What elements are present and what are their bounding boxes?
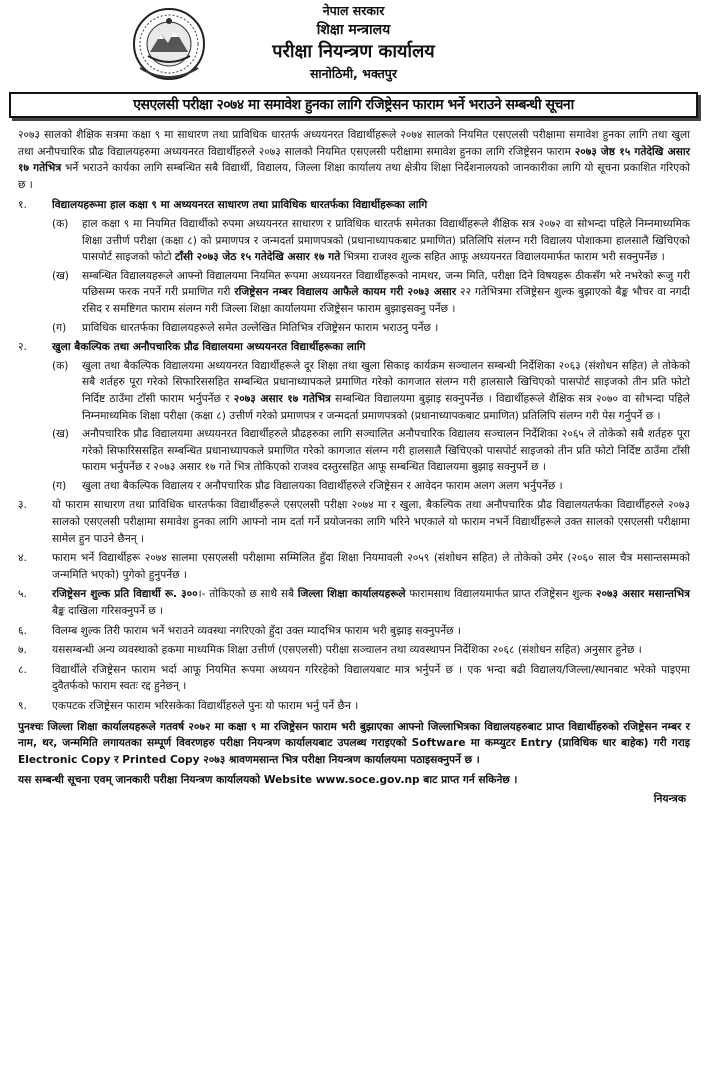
ministry-name: शिक्षा मन्त्रालय	[316, 22, 391, 38]
section-number: ३.	[18, 499, 27, 512]
sub-item-text: प्राविधिक धारतर्फका विद्यालयहरूले समेत उल्लेखित मितिभित्र रजिष्ट्रेसन फाराम भराउनु पर्नेछ ।	[82, 321, 439, 334]
section-number: १.	[18, 199, 27, 212]
section-number: ८.	[18, 663, 27, 676]
section-8	[18, 662, 690, 695]
sub-item-label: (ख)	[52, 269, 69, 282]
section-number: ५.	[18, 588, 27, 601]
sub-item-label: (ख)	[52, 428, 69, 441]
government-name: नेपाल सरकार	[322, 3, 385, 18]
section-text: फाराम भर्ने विद्यार्थीहरू २०७४ सालमा एसएलसी परीक्षामा सम्मिलित हुँदा शिक्षा नियमावली २०५९ (संशोधन सहित) ले तोकेको उमेर (२०६० साल चैत्र मसान्तसम्मको जन्ममिति भएको) पुगेको हुनुपर्नेछ ।	[52, 552, 690, 581]
sub-item-label: (ग)	[52, 479, 67, 492]
sub-item	[52, 358, 690, 424]
sub-item-text-end: सम्बन्धित विद्यालयमा बुझाइ सक्नुपर्नेछ । विद्यार्थीहरूले शैक्षिक सत्र २०७० वा सोभन्दा पहिले निम्नमाध्यमिक शिक्षा परीक्षा (कक्षा ८) उत्तीर्ण गरेको प्रमाणपत्र र जन्मदर्ता प्रमाणपत्रको (प्रधानाध्यापकबाट प्रमाणित) प्रतिलिपि संलग्न गरी पेस गर्नुपर्ने छ ।	[82, 392, 690, 422]
intro-text-end: भर्ने भराउने कार्यका लागि सम्बन्धित सबै विद्यार्थी, विद्यालय, जिल्ला शिक्षा कार्यालय तथा क्षेत्रीय शिक्षा निर्देशनालयको जानकारीका लागि यो सूचना प्रकाशित गरिएको छ ।	[18, 162, 691, 191]
section-text: फारामसाथ विद्यालयमार्फत प्राप्त रजिष्ट्रेसन शुल्क	[405, 588, 596, 601]
section-9	[18, 698, 690, 715]
section-number: ७.	[18, 644, 27, 657]
office-location: सानोठिमी, भक्तपुर	[309, 66, 397, 81]
section-5	[18, 586, 690, 619]
section-text: ।- तोकिएको छ साथै सबै	[197, 588, 298, 601]
notice-body	[18, 127, 690, 808]
section-text: विद्यार्थीले रजिष्ट्रेसन फाराम भर्दा आफू नियमित रूपमा अध्ययन गरिरहेको विद्यालयबाट मात्र भर्नुपर्ने छ । एक भन्दा बढी विद्यालय/जिल्ला/स्थानबाट भरेको पाइएमा दुवैतर्फको फाराम स्वतः रद्द हुनेछन् ।	[52, 663, 690, 693]
sub-item	[52, 268, 690, 318]
section-3	[18, 497, 690, 547]
signature: नियन्त्रक	[653, 792, 686, 805]
section-heading: विद्यालयहरूमा हाल कक्षा ९ मा अध्ययनरत साधारण तथा प्राविधिक धारतर्फका विद्यार्थीहरूका लागि	[52, 199, 428, 212]
sub-item-text-end: भित्रमा राजश्व शुल्क सहित आफू अध्ययनरत विद्यालयमार्फत फाराम भरी सक्नुपर्नेछ ।	[340, 251, 665, 264]
office-name: परीक्षा नियन्त्रण कार्यालय	[272, 41, 435, 62]
sub-item-text: हाल कक्षा ९ मा नियमित विद्यार्थीको रुपमा अध्ययनरत साधारण र प्राविधिक धारतर्फ समेतका विद्यार्थीहरूले शैक्षिक सत्र २०७२ वा सोभन्दा पहिले निम्नमाध्यमिक शिक्षा उत्तीर्ण परीक्षा (कक्षा ८) को प्रमाणपत्र र जन्मदर्ता प्रमाणपत्रको (प्रधानाध्यापकबाट प्रमाणित) प्रतिलिपि संलग्न गरी विद्यालय पोशाकमा हालसालै खिचिएको पासपोर्ट साइजको फोटो	[82, 217, 690, 264]
fee-amount: रजिष्ट्रेसन शुल्क प्रति विद्यार्थी रू. ३००	[52, 588, 198, 601]
sub-item	[52, 478, 690, 495]
section-number: ४.	[18, 552, 27, 565]
sub-item	[52, 320, 690, 337]
sub-item-text: सम्बन्धित विद्यालयहरूले आफ्नो विद्यालयमा नियमित रूपमा अध्ययनरत विद्यार्थीहरूको नामथर, जन्म मिति, परीक्षा दिने विषयहरू ठीकसँग भरे नभरेको रूजु गरी पछिसम्म फरक नपर्ने गरी प्रमाणित गरी	[82, 269, 690, 299]
section-heading: खुला बैकल्पिक तथा अनौपचारिक प्रौढ विद्यालयमा अध्ययनरत विद्यार्थीहरूका लागि	[52, 341, 366, 354]
postscript-note: पुनश्चः जिल्ला शिक्षा कार्यालयहरूले गतवर्ष २०७२ मा कक्षा ९ मा रजिष्ट्रेसन फाराम भरी बुझाएका आफ्नो जिल्लाभित्रका विद्यालयहरुबाट प्राप्त विद्यार्थीहरुको रजिष्ट्रेसन नम्बर र नाम, थर, जन्ममिति लगायतका सम्पूर्ण विवरणहरु परीक्षा नियन्त्रण कार्यालयबाट उपलब्ध गराइएको Software मा कम्प्युटर Entry (प्राविधिक धार बाहेक) गरी गराइ Electronic Copy र Printed Copy २०७३ श्रावणमसान्त भित्र परीक्षा नियन्त्रण कार्यालयमा पठाइसक्नुपर्ने छ ।	[18, 720, 690, 766]
section-number: ६.	[18, 624, 27, 637]
sub-item-label: (क)	[52, 359, 69, 372]
section-text: विलम्ब शुल्क तिरी फाराम भर्ने भराउने व्यवस्था नगरिएको हुँदा उक्त म्यादभित्र फाराम भरी बुझाइ सक्नुपर्नेछ ।	[52, 624, 461, 637]
section-text-end: बैङ्क दाखिला गरिसक्नुपर्ने छ ।	[52, 605, 164, 618]
section-6	[18, 623, 690, 640]
intro-text: २०७३ सालको शैक्षिक सत्रमा कक्षा ९ मा साधारण तथा प्राविधिक धारतर्फ अध्ययनरत विद्यार्थीहरूले २०७४ सालको नियमित एसएलसी परीक्षामा समावेश हुनका लागि तथा खुला तथा अनौपचारिक प्रौढ विद्यालयहरुमा अध्ययनरत विद्यार्थीहरुले २०७३ सालको नियमित एसएलसी परीक्षामा समावेश हुनका लागि रजिष्ट्रेसन फाराम	[18, 129, 690, 158]
section-text: यससम्बन्धी अन्य व्यवस्थाको हकमा माध्यमिक शिक्षा उत्तीर्ण (एसएलसी) परीक्षा सञ्चालन तथा व्यवस्थापन निर्देशिका २०६८ (संशोधन सहित) अनुसार हुनेछ ।	[52, 644, 642, 657]
intro-paragraph	[18, 127, 690, 193]
section-number: २.	[18, 341, 27, 354]
sub-item-emphasis: टाँसी २०७३ जेठ १५ गतेदेखि असार १७ गते	[174, 251, 341, 264]
sub-item-emphasis: २०७३ असार १७ गतेभित्र	[233, 392, 331, 405]
sub-item	[52, 426, 690, 476]
section-2	[18, 339, 690, 494]
sub-item-text: अनौपचारिक प्रौढ विद्यालयमा अध्ययनरत विद्यार्थीहरुले प्रौढहरुका लागि सञ्चालित अनौपचारिक विद्यालय सञ्चालन निर्देशिका २०६५ ले तोकेको सबै शर्तहरु पूरा गरेको सिफारिससहित सम्बन्धित प्रधानाध्यापकले प्रमाणित गरेको कागजात संलग्न गरी हालसालै खिचिएको पासपोर्ट साइजको तीन प्रति फोटो निर्दिष्ट ठाउँमा टाँसी फाराम भर्नुपर्नेछ र २०७३ असार १७ गते भित्र तोकिएको राजश्व दस्तुरसहित आफू सम्बन्धित विद्यालयमा बुझाइ सक्नुपर्ने छ ।	[82, 428, 690, 474]
section-number: ९.	[18, 700, 27, 712]
website-note: यस सम्बन्धी सूचना एवम् जानकारी परीक्षा नियन्त्रण कार्यालयको Website www.soce.gov.np बाट प्राप्त गर्न सकिनेछ ।	[18, 774, 518, 787]
section-4	[18, 550, 690, 583]
sub-item-emphasis: रजिष्ट्रेसन नम्बर विद्यालय आफैले कायम गरी २०७३ असार	[234, 286, 457, 299]
section-emphasis: २०७३ असार मसान्तभित्र	[595, 588, 690, 601]
sub-item-label: (क)	[52, 217, 69, 230]
section-text: एकपटक रजिष्ट्रेसन फाराम भरिसकेका विद्यार्थीहरुले पुनः यो फाराम भर्नु पर्ने छैन ।	[52, 700, 359, 712]
section-emphasis: जिल्ला शिक्षा कार्यालयहरूले	[297, 588, 406, 601]
notice-title-banner: एसएलसी परीक्षा २०७४ मा समावेश हुनका लागि रजिष्ट्रेसन फाराम भर्ने भराउने सम्बन्धी सूचना	[9, 92, 698, 118]
sub-item-label: (ग)	[52, 321, 67, 334]
sub-item-text: खुला तथा बैकल्पिक विद्यालय र अनौपचारिक प्रौढ विद्यालयका विद्यार्थीहरुले रजिष्ट्रेसन र आवेदन फाराम अलग अलग भर्नुपर्नेछ ।	[82, 479, 563, 492]
section-1	[18, 197, 690, 336]
sub-item-text: खुला तथा बैकल्पिक विद्यालयमा अध्ययनरत विद्यार्थीहरूले दूर शिक्षा तथा खुला सिकाइ कार्यक्रम सञ्चालन सम्बन्धी निर्देशिका २०६३ (संशोधन सहित) ले तोकेको सबै शर्तहरु पूरा गरेको सिफारिससहित सम्बन्धित प्रधानाध्यापकले प्रमाणित गरेको कागजात संलग्न गरी हालसालै खिचिएको पासपोर्ट साइजको तीन प्रति फोटो निर्दिष्ट ठाउँमा टाँसी फाराम भर्नुपर्नेछ र	[82, 359, 690, 405]
sub-item	[52, 216, 690, 266]
sub-item-text-end: २२ गतेभित्रमा रजिष्ट्रेसन शुल्क बुझाएको बैङ्क भौचर वा नगदी रसिद र समष्टिगत फाराम संलग्न गरी जिल्ला शिक्षा कार्यालयमा रजिष्ट्रेसन फाराम बुझाइसक्नु पर्नेछ ।	[82, 286, 690, 315]
section-text: यो फाराम साधारण तथा प्राविधिक धारतर्फका विद्यार्थीहरूले एसएलसी परीक्षा २०७४ मा र खुला, बैकल्पिक तथा अनौपचारिक प्रौढ विद्यालयतर्फका विद्यार्थीहरुले २०७३ सालको एसएलसी परीक्षामा समावेश हुनका लागि आफ्नो नाम दर्ता गर्ने प्रयोजनका लागि भरिने भएकाले यो फाराम नभर्ने विद्यार्थीहरूले उक्त सालको एसएलसी परीक्षामा सामेल हुन पाउने छैनन् ।	[52, 499, 690, 545]
section-7	[18, 642, 690, 659]
intro-deadline: २०७३ जेष्ठ १५ गतेदेखि असार १७ गतेभित्र	[18, 145, 690, 175]
